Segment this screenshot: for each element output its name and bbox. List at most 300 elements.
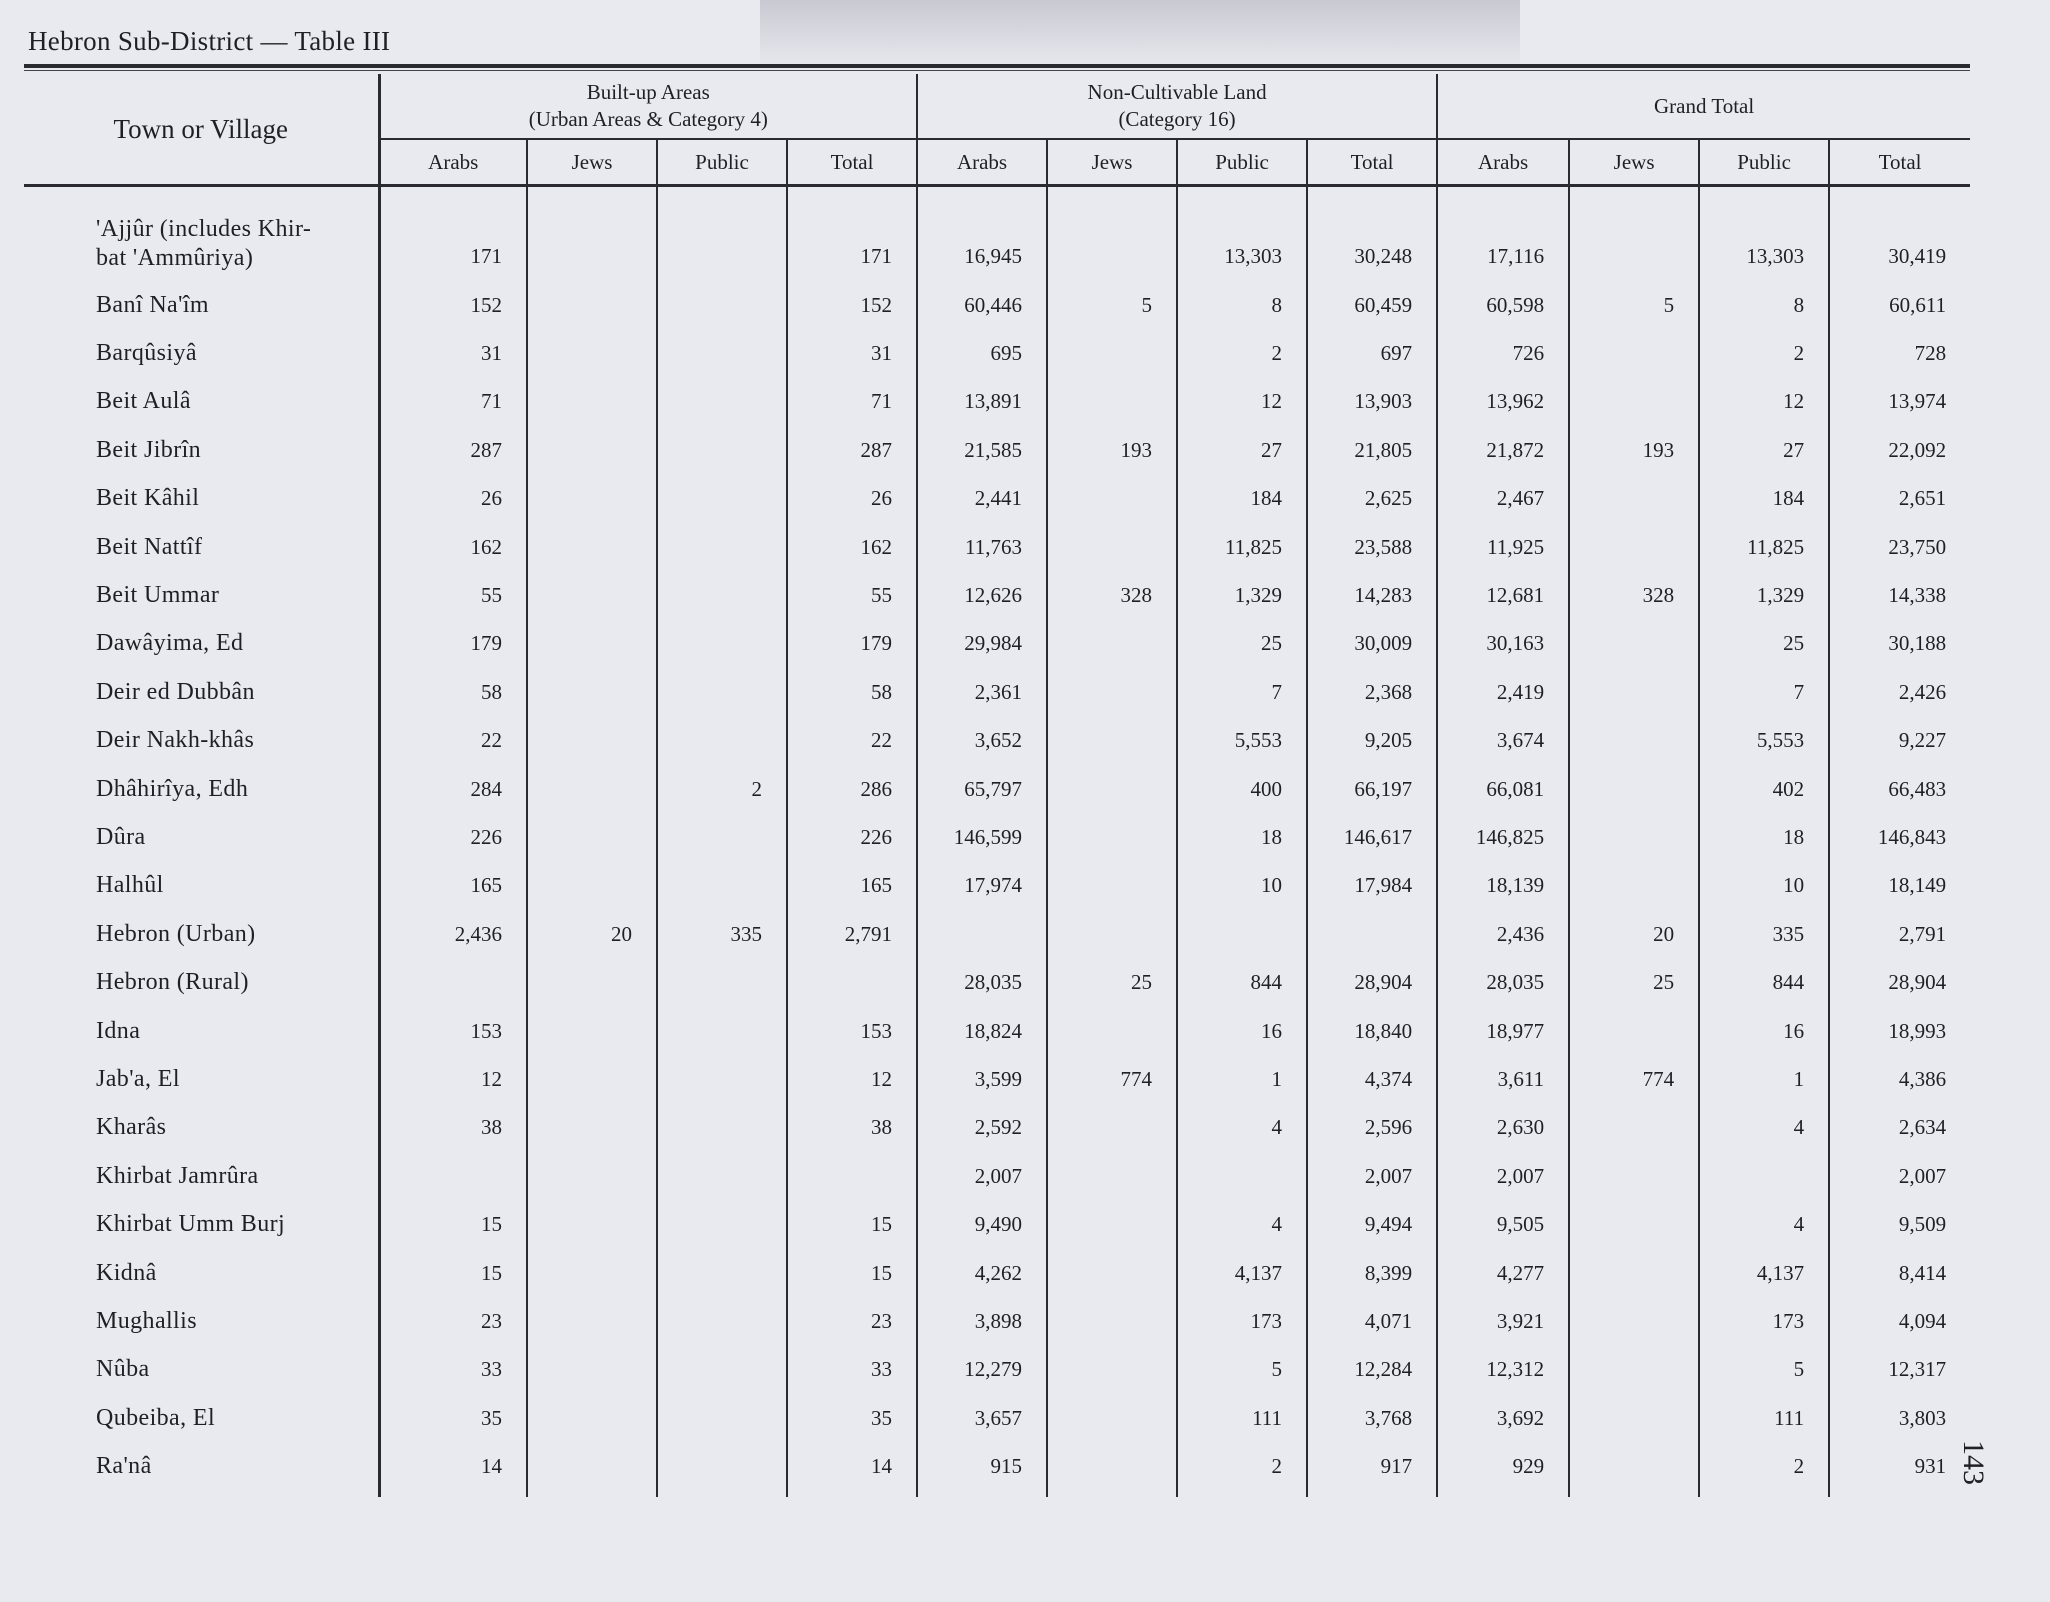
noncult-public-cell bbox=[1177, 910, 1307, 958]
built-up-header-text: Built-up Areas (Urban Areas & Category 4) bbox=[528, 80, 768, 131]
grand-total-cell: 2,791 bbox=[1829, 910, 1970, 958]
noncult-jews-cell bbox=[1047, 620, 1177, 668]
grand-total-cell: 12,317 bbox=[1829, 1346, 1970, 1394]
builtup-public-cell bbox=[657, 1104, 787, 1152]
spacer-cell bbox=[1047, 186, 1177, 194]
grand-arabs-cell: 66,081 bbox=[1437, 765, 1569, 813]
table-row bbox=[24, 813, 1970, 861]
builtup-jews-cell bbox=[527, 281, 657, 329]
table-row bbox=[24, 1055, 1970, 1103]
noncult-total-cell: 9,494 bbox=[1307, 1200, 1437, 1248]
noncult-public-cell: 2 bbox=[1177, 329, 1307, 377]
noncult-jews-cell bbox=[1047, 1200, 1177, 1248]
noncult-jews-cell: 328 bbox=[1047, 571, 1177, 619]
grand-arabs-cell: 2,436 bbox=[1437, 910, 1569, 958]
grand-arabs-cell: 18,139 bbox=[1437, 862, 1569, 910]
noncult-total-cell: 146,617 bbox=[1307, 813, 1437, 861]
grand-arabs-cell: 929 bbox=[1437, 1442, 1569, 1496]
table-row bbox=[24, 1442, 1970, 1496]
noncult-public-cell: 2 bbox=[1177, 1442, 1307, 1496]
town-name: Ra'nâ bbox=[96, 1453, 152, 1480]
grand-arabs-cell: 21,872 bbox=[1437, 426, 1569, 474]
town-name: Beit Kâhil bbox=[96, 485, 200, 512]
table-row bbox=[24, 1104, 1970, 1152]
grand-total-cell: 2,426 bbox=[1829, 668, 1970, 716]
grand-jews-cell: 5 bbox=[1569, 281, 1699, 329]
noncult-total-cell: 917 bbox=[1307, 1442, 1437, 1496]
noncult-jews-cell bbox=[1047, 523, 1177, 571]
grand-total-total-header: Total bbox=[1829, 139, 1970, 186]
noncult-arabs-cell: 11,763 bbox=[917, 523, 1047, 571]
builtup-jews-cell bbox=[527, 193, 657, 281]
grand-total-cell: 22,092 bbox=[1829, 426, 1970, 474]
builtup-jews-cell bbox=[527, 862, 657, 910]
builtup-jews-cell bbox=[527, 523, 657, 571]
grand-public-cell: 8 bbox=[1699, 281, 1829, 329]
builtup-total-cell: 179 bbox=[787, 620, 917, 668]
spacer-cell bbox=[1699, 186, 1829, 194]
grand-total-cell: 9,509 bbox=[1829, 1200, 1970, 1248]
noncult-arabs-cell: 3,898 bbox=[917, 1297, 1047, 1345]
builtup-jews-cell bbox=[527, 1249, 657, 1297]
builtup-arabs-cell: 15 bbox=[379, 1249, 527, 1297]
noncult-arabs-cell: 12,279 bbox=[917, 1346, 1047, 1394]
builtup-public-cell bbox=[657, 862, 787, 910]
grand-arabs-cell: 11,925 bbox=[1437, 523, 1569, 571]
builtup-total-cell: 165 bbox=[787, 862, 917, 910]
builtup-total-cell: 71 bbox=[787, 378, 917, 426]
grand-jews-cell bbox=[1569, 620, 1699, 668]
noncult-jews-cell: 5 bbox=[1047, 281, 1177, 329]
spacer-cell bbox=[1437, 186, 1569, 194]
table-row bbox=[24, 1152, 1970, 1200]
noncult-arabs-cell: 16,945 bbox=[917, 193, 1047, 281]
builtup-arabs-cell: 26 bbox=[379, 475, 527, 523]
builtup-arabs-cell: 226 bbox=[379, 813, 527, 861]
grand-jews-cell bbox=[1569, 1442, 1699, 1496]
noncult-public-cell: 5,553 bbox=[1177, 717, 1307, 765]
grand-public-cell: 27 bbox=[1699, 426, 1829, 474]
builtup-jews-cell bbox=[527, 571, 657, 619]
grand-public-cell: 12 bbox=[1699, 378, 1829, 426]
grand-jews-cell: 193 bbox=[1569, 426, 1699, 474]
table-row bbox=[24, 523, 1970, 571]
builtup-jews-cell bbox=[527, 378, 657, 426]
builtup-jews-cell bbox=[527, 813, 657, 861]
spacer-row bbox=[24, 186, 1970, 194]
non-cultivable-header-text: Non-Cultivable Land (Category 16) bbox=[1087, 80, 1267, 131]
noncult-total-cell bbox=[1307, 910, 1437, 958]
grand-jews-cell bbox=[1569, 1152, 1699, 1200]
table-row bbox=[24, 378, 1970, 426]
noncult-jews-cell bbox=[1047, 765, 1177, 813]
noncult-public-cell: 4 bbox=[1177, 1200, 1307, 1248]
table-row bbox=[24, 958, 1970, 1006]
noncult-total-cell: 18,840 bbox=[1307, 1007, 1437, 1055]
grand-total-cell: 931 bbox=[1829, 1442, 1970, 1496]
grand-arabs-cell: 2,467 bbox=[1437, 475, 1569, 523]
grand-total-cell: 8,414 bbox=[1829, 1249, 1970, 1297]
grand-jews-cell bbox=[1569, 329, 1699, 377]
builtup-total-cell: 15 bbox=[787, 1249, 917, 1297]
noncult-arabs-cell bbox=[917, 910, 1047, 958]
builtup-total-cell: 38 bbox=[787, 1104, 917, 1152]
builtup-jews-cell bbox=[527, 668, 657, 716]
builtup-jews-cell bbox=[527, 475, 657, 523]
grand-public-cell: 7 bbox=[1699, 668, 1829, 716]
builtup-public-cell bbox=[657, 1200, 787, 1248]
grand-public-cell: 335 bbox=[1699, 910, 1829, 958]
grand-arabs-cell: 2,419 bbox=[1437, 668, 1569, 716]
builtup-jews-cell bbox=[527, 1200, 657, 1248]
built-up-arabs-header: Arabs bbox=[379, 139, 527, 186]
builtup-public-cell bbox=[657, 668, 787, 716]
noncult-jews-cell bbox=[1047, 717, 1177, 765]
table-row bbox=[24, 1007, 1970, 1055]
noncult-jews-cell bbox=[1047, 193, 1177, 281]
grand-jews-cell bbox=[1569, 1007, 1699, 1055]
page-title: Hebron Sub-District — Table III bbox=[28, 26, 391, 56]
table-row bbox=[24, 193, 1970, 281]
noncult-public-cell: 1 bbox=[1177, 1055, 1307, 1103]
grand-arabs-cell: 28,035 bbox=[1437, 958, 1569, 1006]
noncult-jews-cell bbox=[1047, 1007, 1177, 1055]
grand-jews-cell bbox=[1569, 862, 1699, 910]
town-name: Halhûl bbox=[96, 872, 164, 899]
grand-jews-cell bbox=[1569, 475, 1699, 523]
builtup-public-cell bbox=[657, 1442, 787, 1496]
builtup-total-cell: 26 bbox=[787, 475, 917, 523]
grand-jews-cell bbox=[1569, 1200, 1699, 1248]
grand-total-cell: 4,386 bbox=[1829, 1055, 1970, 1103]
built-up-jews-header: Jews bbox=[527, 139, 657, 186]
noncult-public-cell: 844 bbox=[1177, 958, 1307, 1006]
grand-public-cell: 10 bbox=[1699, 862, 1829, 910]
grand-arabs-cell: 12,312 bbox=[1437, 1346, 1569, 1394]
noncult-public-cell: 1,329 bbox=[1177, 571, 1307, 619]
builtup-arabs-cell: 58 bbox=[379, 668, 527, 716]
noncult-arabs-cell: 2,592 bbox=[917, 1104, 1047, 1152]
town-name: Khirbat Umm Burj bbox=[96, 1211, 286, 1238]
noncult-total-cell: 23,588 bbox=[1307, 523, 1437, 571]
noncult-arabs-cell: 65,797 bbox=[917, 765, 1047, 813]
grand-total-cell: 60,611 bbox=[1829, 281, 1970, 329]
noncult-public-cell: 5 bbox=[1177, 1346, 1307, 1394]
table-row bbox=[24, 281, 1970, 329]
table-row bbox=[24, 765, 1970, 813]
grand-public-cell: 173 bbox=[1699, 1297, 1829, 1345]
noncult-public-cell: 4,137 bbox=[1177, 1249, 1307, 1297]
grand-public-cell: 844 bbox=[1699, 958, 1829, 1006]
grand-total-cell: 146,843 bbox=[1829, 813, 1970, 861]
noncult-arabs-cell: 13,891 bbox=[917, 378, 1047, 426]
grand-total-arabs-header: Arabs bbox=[1437, 139, 1569, 186]
grand-jews-cell bbox=[1569, 193, 1699, 281]
grand-jews-cell bbox=[1569, 717, 1699, 765]
builtup-arabs-cell: 33 bbox=[379, 1346, 527, 1394]
builtup-jews-cell bbox=[527, 329, 657, 377]
builtup-public-cell bbox=[657, 1394, 787, 1442]
noncult-public-cell: 111 bbox=[1177, 1394, 1307, 1442]
noncult-public-cell bbox=[1177, 1152, 1307, 1200]
noncult-public-cell: 10 bbox=[1177, 862, 1307, 910]
builtup-arabs-cell: 55 bbox=[379, 571, 527, 619]
grand-jews-cell bbox=[1569, 523, 1699, 571]
table-row bbox=[24, 862, 1970, 910]
builtup-arabs-cell: 179 bbox=[379, 620, 527, 668]
builtup-public-cell bbox=[657, 475, 787, 523]
noncult-arabs-cell: 2,441 bbox=[917, 475, 1047, 523]
builtup-jews-cell bbox=[527, 1104, 657, 1152]
builtup-arabs-cell: 284 bbox=[379, 765, 527, 813]
town-name: 'Ajjûr (includes Khir- bat 'Ammûriya) bbox=[96, 216, 312, 271]
builtup-jews-cell bbox=[527, 1297, 657, 1345]
town-name: Banî Na'îm bbox=[96, 291, 209, 318]
grand-total-cell: 30,419 bbox=[1829, 193, 1970, 281]
noncult-public-cell: 7 bbox=[1177, 668, 1307, 716]
builtup-public-cell bbox=[657, 523, 787, 571]
town-name: Deir Nakh-khâs bbox=[96, 727, 255, 754]
noncult-arabs-cell: 3,599 bbox=[917, 1055, 1047, 1103]
town-name: Kidnâ bbox=[96, 1259, 157, 1286]
noncult-arabs-cell: 3,657 bbox=[917, 1394, 1047, 1442]
grand-jews-cell bbox=[1569, 378, 1699, 426]
noncult-public-cell: 16 bbox=[1177, 1007, 1307, 1055]
noncult-total-cell: 4,374 bbox=[1307, 1055, 1437, 1103]
noncult-total-cell: 2,625 bbox=[1307, 475, 1437, 523]
built-up-total-header: Total bbox=[787, 139, 917, 186]
grand-arabs-cell: 13,962 bbox=[1437, 378, 1569, 426]
builtup-arabs-cell: 162 bbox=[379, 523, 527, 571]
grand-public-cell: 11,825 bbox=[1699, 523, 1829, 571]
noncult-arabs-cell: 12,626 bbox=[917, 571, 1047, 619]
builtup-total-cell: 162 bbox=[787, 523, 917, 571]
grand-jews-cell bbox=[1569, 1104, 1699, 1152]
noncult-jews-cell bbox=[1047, 1297, 1177, 1345]
town-name: Beit Nattîf bbox=[96, 533, 203, 560]
noncult-jews-cell bbox=[1047, 1104, 1177, 1152]
noncult-total-cell: 12,284 bbox=[1307, 1346, 1437, 1394]
builtup-public-cell bbox=[657, 1249, 787, 1297]
grand-jews-cell bbox=[1569, 668, 1699, 716]
town-name: Beit Ummar bbox=[96, 582, 220, 609]
town-name: Dûra bbox=[96, 823, 146, 850]
builtup-public-cell bbox=[657, 1055, 787, 1103]
town-name: Dhâhirîya, Edh bbox=[96, 775, 249, 802]
builtup-total-cell: 35 bbox=[787, 1394, 917, 1442]
grand-arabs-cell: 3,674 bbox=[1437, 717, 1569, 765]
builtup-arabs-cell bbox=[379, 1152, 527, 1200]
builtup-public-cell bbox=[657, 813, 787, 861]
builtup-public-cell bbox=[657, 958, 787, 1006]
grand-arabs-cell: 3,611 bbox=[1437, 1055, 1569, 1103]
builtup-public-cell bbox=[657, 378, 787, 426]
scan-shadow bbox=[760, 0, 1520, 70]
built-up-public-header: Public bbox=[657, 139, 787, 186]
builtup-jews-cell bbox=[527, 765, 657, 813]
noncult-jews-cell bbox=[1047, 668, 1177, 716]
builtup-arabs-cell: 31 bbox=[379, 329, 527, 377]
grand-public-cell: 13,303 bbox=[1699, 193, 1829, 281]
grand-total-cell: 728 bbox=[1829, 329, 1970, 377]
builtup-total-cell: 22 bbox=[787, 717, 917, 765]
grand-total-cell: 3,803 bbox=[1829, 1394, 1970, 1442]
grand-total-cell: 23,750 bbox=[1829, 523, 1970, 571]
grand-total-header: Grand Total bbox=[1437, 74, 1970, 139]
table-row bbox=[24, 717, 1970, 765]
noncult-jews-cell bbox=[1047, 1152, 1177, 1200]
grand-jews-cell bbox=[1569, 765, 1699, 813]
grand-arabs-cell: 2,630 bbox=[1437, 1104, 1569, 1152]
noncult-total-cell: 21,805 bbox=[1307, 426, 1437, 474]
grand-public-cell: 1 bbox=[1699, 1055, 1829, 1103]
noncult-arabs-cell: 9,490 bbox=[917, 1200, 1047, 1248]
grand-arabs-cell: 18,977 bbox=[1437, 1007, 1569, 1055]
land-table bbox=[24, 74, 1970, 1497]
noncult-total-cell: 60,459 bbox=[1307, 281, 1437, 329]
spacer-cell bbox=[657, 186, 787, 194]
builtup-jews-cell bbox=[527, 1055, 657, 1103]
grand-total-cell: 9,227 bbox=[1829, 717, 1970, 765]
builtup-total-cell: 23 bbox=[787, 1297, 917, 1345]
noncult-arabs-cell: 17,974 bbox=[917, 862, 1047, 910]
grand-total-jews-header: Jews bbox=[1569, 139, 1699, 186]
noncult-total-cell: 14,283 bbox=[1307, 571, 1437, 619]
builtup-jews-cell bbox=[527, 1394, 657, 1442]
grand-jews-cell bbox=[1569, 1394, 1699, 1442]
noncult-total-cell: 13,903 bbox=[1307, 378, 1437, 426]
noncult-public-cell: 27 bbox=[1177, 426, 1307, 474]
noncult-public-cell: 184 bbox=[1177, 475, 1307, 523]
non-cultivable-jews-header: Jews bbox=[1047, 139, 1177, 186]
builtup-public-cell bbox=[657, 717, 787, 765]
noncult-arabs-cell: 29,984 bbox=[917, 620, 1047, 668]
grand-public-cell: 4,137 bbox=[1699, 1249, 1829, 1297]
builtup-jews-cell bbox=[527, 717, 657, 765]
table-body bbox=[24, 186, 1970, 1497]
builtup-total-cell: 287 bbox=[787, 426, 917, 474]
noncult-jews-cell: 774 bbox=[1047, 1055, 1177, 1103]
non-cultivable-arabs-header: Arabs bbox=[917, 139, 1047, 186]
builtup-total-cell: 153 bbox=[787, 1007, 917, 1055]
noncult-public-cell: 12 bbox=[1177, 378, 1307, 426]
noncult-total-cell: 3,768 bbox=[1307, 1394, 1437, 1442]
built-up-header bbox=[379, 74, 917, 139]
noncult-arabs-cell: 28,035 bbox=[917, 958, 1047, 1006]
builtup-public-cell bbox=[657, 571, 787, 619]
builtup-jews-cell: 20 bbox=[527, 910, 657, 958]
grand-public-cell: 4 bbox=[1699, 1200, 1829, 1248]
table-row bbox=[24, 668, 1970, 716]
grand-total-cell: 2,651 bbox=[1829, 475, 1970, 523]
noncult-total-cell: 2,596 bbox=[1307, 1104, 1437, 1152]
builtup-total-cell: 55 bbox=[787, 571, 917, 619]
non-cultivable-public-header: Public bbox=[1177, 139, 1307, 186]
noncult-total-cell: 4,071 bbox=[1307, 1297, 1437, 1345]
grand-public-cell: 18 bbox=[1699, 813, 1829, 861]
builtup-total-cell: 152 bbox=[787, 281, 917, 329]
noncult-arabs-cell: 915 bbox=[917, 1442, 1047, 1496]
builtup-public-cell bbox=[657, 281, 787, 329]
grand-jews-cell: 25 bbox=[1569, 958, 1699, 1006]
noncult-public-cell: 173 bbox=[1177, 1297, 1307, 1345]
grand-jews-cell bbox=[1569, 813, 1699, 861]
noncult-public-cell: 18 bbox=[1177, 813, 1307, 861]
noncult-public-cell: 400 bbox=[1177, 765, 1307, 813]
spacer-cell bbox=[917, 186, 1047, 194]
builtup-total-cell: 226 bbox=[787, 813, 917, 861]
noncult-public-cell: 4 bbox=[1177, 1104, 1307, 1152]
grand-arabs-cell: 12,681 bbox=[1437, 571, 1569, 619]
grand-arabs-cell: 3,921 bbox=[1437, 1297, 1569, 1345]
page-number: 143 bbox=[1957, 1440, 1990, 1485]
builtup-arabs-cell: 23 bbox=[379, 1297, 527, 1345]
builtup-arabs-cell: 2,436 bbox=[379, 910, 527, 958]
builtup-arabs-cell: 71 bbox=[379, 378, 527, 426]
town-column-header: Town or Village bbox=[24, 74, 379, 186]
grand-arabs-cell: 30,163 bbox=[1437, 620, 1569, 668]
grand-arabs-cell: 2,007 bbox=[1437, 1152, 1569, 1200]
grand-jews-cell: 774 bbox=[1569, 1055, 1699, 1103]
noncult-total-cell: 66,197 bbox=[1307, 765, 1437, 813]
grand-public-cell: 16 bbox=[1699, 1007, 1829, 1055]
builtup-arabs-cell: 153 bbox=[379, 1007, 527, 1055]
grand-public-cell: 4 bbox=[1699, 1104, 1829, 1152]
grand-total-cell: 28,904 bbox=[1829, 958, 1970, 1006]
grand-public-cell: 111 bbox=[1699, 1394, 1829, 1442]
grand-public-cell: 5 bbox=[1699, 1346, 1829, 1394]
noncult-total-cell: 17,984 bbox=[1307, 862, 1437, 910]
town-name: Barqûsiyâ bbox=[96, 340, 197, 367]
grand-public-cell bbox=[1699, 1152, 1829, 1200]
noncult-public-cell: 25 bbox=[1177, 620, 1307, 668]
table-row bbox=[24, 1394, 1970, 1442]
title-rule bbox=[24, 64, 1970, 68]
builtup-public-cell bbox=[657, 1152, 787, 1200]
builtup-public-cell: 2 bbox=[657, 765, 787, 813]
builtup-total-cell bbox=[787, 958, 917, 1006]
builtup-arabs-cell: 35 bbox=[379, 1394, 527, 1442]
town-name: Nûba bbox=[96, 1356, 150, 1383]
spacer-cell bbox=[527, 186, 657, 194]
builtup-total-cell: 14 bbox=[787, 1442, 917, 1496]
noncult-jews-cell bbox=[1047, 910, 1177, 958]
builtup-jews-cell bbox=[527, 1152, 657, 1200]
town-name: Dawâyima, Ed bbox=[96, 630, 244, 657]
spacer-cell bbox=[1307, 186, 1437, 194]
town-name: Hebron (Urban) bbox=[96, 920, 256, 947]
table-row bbox=[24, 329, 1970, 377]
town-name: Beit Aulâ bbox=[96, 388, 191, 415]
town-name: Idna bbox=[96, 1017, 141, 1044]
builtup-arabs-cell: 38 bbox=[379, 1104, 527, 1152]
grand-jews-cell: 20 bbox=[1569, 910, 1699, 958]
non-cultivable-header bbox=[917, 74, 1437, 139]
builtup-jews-cell bbox=[527, 1346, 657, 1394]
builtup-public-cell bbox=[657, 426, 787, 474]
builtup-arabs-cell: 165 bbox=[379, 862, 527, 910]
builtup-jews-cell bbox=[527, 1007, 657, 1055]
builtup-total-cell bbox=[787, 1152, 917, 1200]
grand-total-cell: 14,338 bbox=[1829, 571, 1970, 619]
builtup-total-cell: 171 bbox=[787, 193, 917, 281]
grand-jews-cell bbox=[1569, 1346, 1699, 1394]
grand-total-cell: 13,974 bbox=[1829, 378, 1970, 426]
spacer-cell bbox=[379, 186, 527, 194]
grand-total-cell: 66,483 bbox=[1829, 765, 1970, 813]
noncult-arabs-cell: 21,585 bbox=[917, 426, 1047, 474]
noncult-total-cell: 30,009 bbox=[1307, 620, 1437, 668]
